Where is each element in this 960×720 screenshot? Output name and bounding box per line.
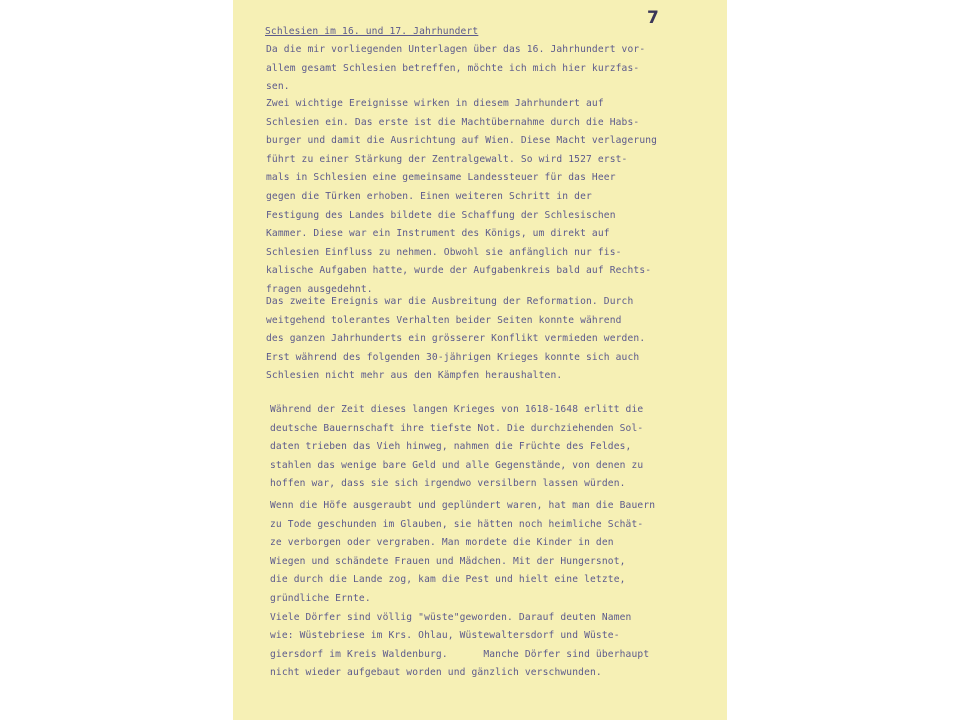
text-line: weitgehend tolerantes Verhalten beider Seiten konnte während	[266, 314, 622, 326]
text-line: ze verborgen oder vergraben. Man mordete die Kinder in den	[270, 537, 614, 549]
text-line: Schlesien nicht mehr aus den Kämpfen heraushalten.	[266, 370, 563, 382]
text-line: Zwei wichtige Ereignisse wirken in diesem Jahrhundert auf	[266, 98, 604, 109]
text-line: gründliche Ernte.	[270, 593, 371, 604]
page-number: 7	[647, 8, 659, 28]
text-line: Wiegen und schändete Frauen und Mädchen. Mit der Hungersnot,	[270, 555, 626, 567]
text-line: mals in Schlesien eine gemeinsame Landessteuer für das Heer	[266, 172, 616, 184]
text-line: Viele Dörfer sind völlig "wüste"geworden. Darauf deuten Namen	[270, 612, 632, 623]
text-line: deutsche Bauernschaft ihre tiefste Not. Die durchziehenden Sol-	[270, 422, 644, 434]
text-line: hoffen war, dass sie sich irgendwo versilbern lassen würden.	[270, 478, 626, 490]
text-line: stahlen das wenige bare Geld und alle Gegenstände, von denen zu	[270, 459, 644, 471]
text-line: Erst während des folgenden 30-jährigen Krieges konnte sich auch	[266, 351, 640, 363]
text-line: daten trieben das Vieh hinweg, nahmen die Früchte des Feldes,	[270, 441, 632, 453]
text-line: sen.	[266, 81, 290, 92]
text-line: gegen die Türken erhoben. Einen weiteren Schritt in der	[266, 191, 592, 202]
text-line: fragen ausgedehnt.	[266, 284, 373, 295]
text-line: Da die mir vorliegenden Unterlagen über das 16. Jahrhundert vor-	[266, 44, 646, 55]
text-line: allem gesamt Schlesien betreffen, möchte ich mich hier kurzfas-	[266, 62, 640, 74]
text-line: burger und damit die Ausrichtung auf Wien. Diese Macht verlagerung	[266, 135, 658, 147]
text-line: Schlesien ein. Das erste ist die Machtübernahme durch die Habs-	[266, 116, 640, 128]
document-title: Schlesien im 16. und 17. Jahrhundert	[265, 26, 479, 37]
text-line: des ganzen Jahrhunderts ein grösserer Konflikt vermieden werden.	[266, 333, 646, 345]
text-line: wie: Wüstebriese im Krs. Ohlau, Wüstewaltersdorf und Wüste-	[270, 630, 620, 642]
text-line: kalische Aufgaben hatte, wurde der Aufgabenkreis bald auf Rechts-	[266, 265, 652, 277]
text-line: Festigung des Landes bildete die Schaffung der Schlesischen	[266, 209, 616, 221]
text-line: Während der Zeit dieses langen Krieges von 1618-1648 erlitt die	[270, 404, 644, 415]
text-line: Kammer. Diese war ein Instrument des Königs, um direkt auf	[266, 228, 610, 240]
text-line: giersdorf im Kreis Waldenburg. Manche Dörfer sind überhaupt	[270, 648, 650, 660]
text-line: Schlesien Einfluss zu nehmen. Obwohl sie anfänglich nur fis-	[266, 246, 622, 258]
text-line: führt zu einer Stärkung der Zentralgewalt. So wird 1527 erst-	[266, 153, 628, 165]
text-line: nicht wieder aufgebaut worden und gänzlich verschwunden.	[270, 667, 602, 679]
text-line: zu Tode geschunden im Glauben, sie hätten noch heimliche Schät-	[270, 518, 644, 530]
text-line: die durch die Lande zog, kam die Pest und hielt eine letzte,	[270, 574, 626, 586]
text-line: Wenn die Höfe ausgeraubt und geplündert waren, hat man die Bauern	[270, 500, 656, 511]
text-line: Das zweite Ereignis war die Ausbreitung der Reformation. Durch	[266, 296, 634, 307]
